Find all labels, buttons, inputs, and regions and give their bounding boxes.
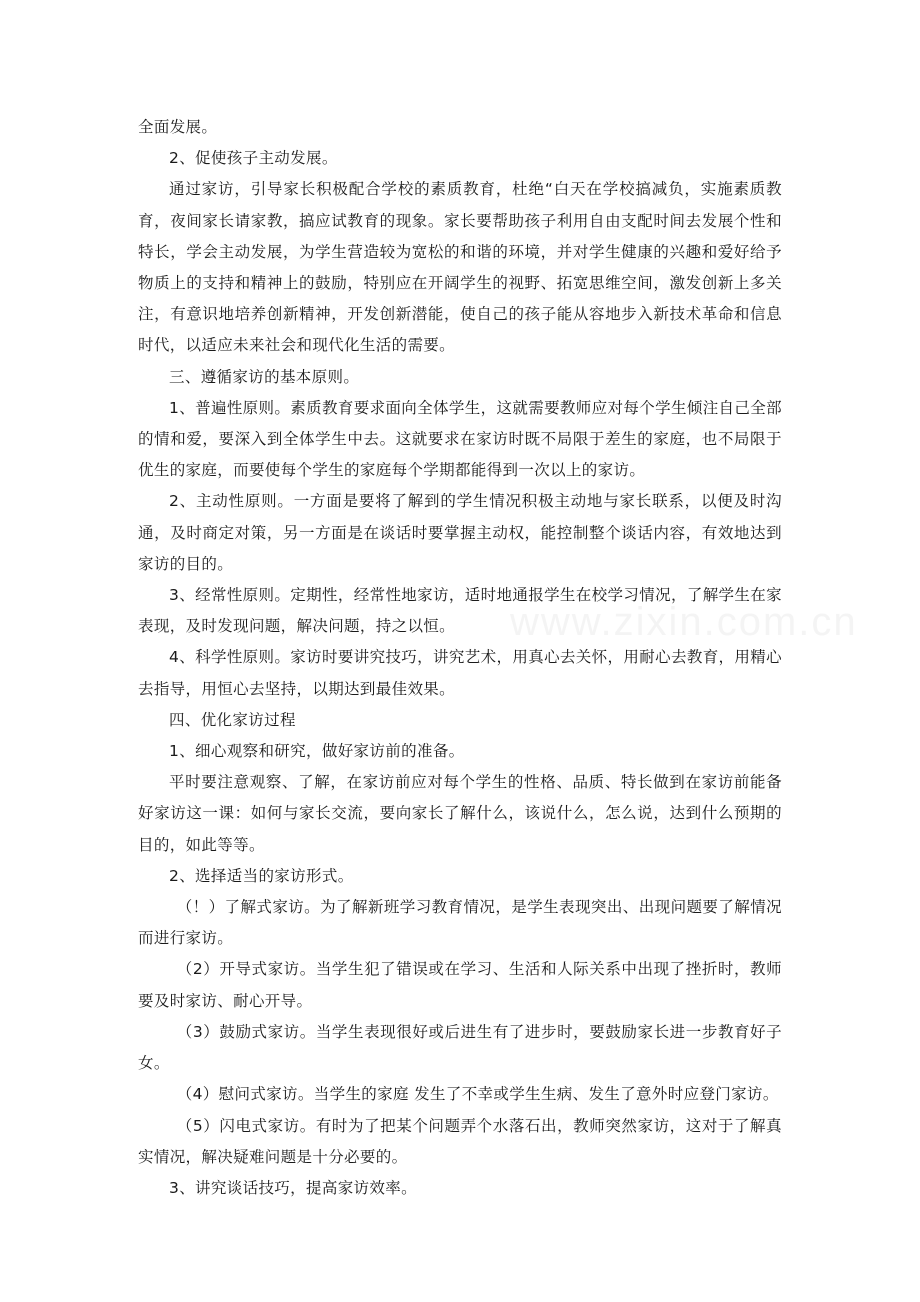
paragraph-form-understanding: （！）了解式家访。为了解新班学习教育情况，是学生表现突出、出现问题要了解情况而进行家访。 bbox=[138, 898, 782, 948]
paragraph-principle-universality: 1、普遍性原则。素质教育要求面向全体学生，这就需要教师应对每个学生倾注自己全部的情和爱，要深入到全体学生中去。这就要求在家访时既不局限于差生的家庭，也不局限于优生的家庭，而要使每个学生的家庭每个学期都能得到一次以上的家访。 bbox=[138, 398, 782, 480]
paragraph-home-visit-quality-education: 通过家访，引导家长积极配合学校的素质教育，杜绝“白天在学校搞减负，实施素质教育，夜间家长请家教，搞应试教育的现象。家长要帮助孩子利用自由支配时间去发展个性和特长，学会主动发展，为学生营造较为宽松的和谐的环境，并对学生健康的兴趣和爱好给予物质上的支持和精神上的鼓励，特别应在开阔学生的视野、拓宽思维空间，激发创新上多关注，有意识地培养创新精神，开发创新潜能，使自己的孩子能从容地步入新技术革命和信息时代，以适应未来社会和现代化生活的需要。 bbox=[138, 180, 782, 355]
document-page bbox=[138, 112, 782, 1204]
paragraph-form-guidance: （2）开导式家访。当学生犯了错误或在学习、生活和人际关系中出现了挫折时，教师要及时家访、耐心开导。 bbox=[138, 960, 782, 1010]
paragraph-form-lightning: （5）闪电式家访。有时为了把某个问题弄个水落石出，教师突然家访，这对于了解真实情况，解决疑难问题是十分必要的。 bbox=[138, 1116, 782, 1166]
paragraph-form-encouragement: （3）鼓励式家访。当学生表现很好或后进生有了进步时，要鼓励家长进一步教育好子女。 bbox=[138, 1022, 782, 1073]
paragraph-form-condolence: （4）慰问式家访。当学生的家庭 发生了不幸或学生生病、发生了意外时应登门家访。 bbox=[176, 1085, 779, 1104]
subheading-visit-forms: 2、选择适当的家访形式。 bbox=[169, 866, 354, 885]
paragraph-principle-initiative: 2、主动性原则。一方面是要将了解到的学生情况积极主动地与家长联系，以便及时沟通，及时商定对策，另一方面是在谈话时要掌握主动权，能控制整个谈话内容，有效地达到家访的目的。 bbox=[138, 492, 782, 573]
paragraph-continuation: 全面发展。 bbox=[138, 118, 218, 136]
watermark: www.zixin.com.cn bbox=[510, 600, 858, 644]
section-heading-basic-principles: 三、遵循家访的基本原则。 bbox=[169, 367, 360, 386]
paragraph-observation: 平时要注意观察、了解，在家访前应对每个学生的性格、品质、特长做到在家访前能备好家访这一课：如何与家长交流，要向家长了解什么，该说什么，怎么说，达到什么预期的目的，如此等等。 bbox=[138, 773, 782, 854]
subheading-promote-active-development: 2、促使孩子主动发展。 bbox=[169, 149, 338, 168]
subheading-conversation-skills: 3、讲究谈话技巧，提高家访效率。 bbox=[169, 1178, 417, 1197]
paragraph-principle-regularity: 3、经常性原则。定期性，经常性地家访，适时地通报学生在校学习情况，了解学生在家表现，及时发现问题，解决问题，持之以恒。 bbox=[138, 586, 782, 636]
paragraph-principle-scientific: 4、科学性原则。家访时要讲究技巧，讲究艺术，用真心去关怀，用耐心去教育，用精心去指导，用恒心去坚持，以期达到最佳效果。 bbox=[138, 648, 782, 698]
subheading-preparation: 1、细心观察和研究，做好家访前的准备。 bbox=[169, 742, 465, 761]
section-heading-optimize-process: 四、优化家访过程 bbox=[169, 710, 296, 729]
